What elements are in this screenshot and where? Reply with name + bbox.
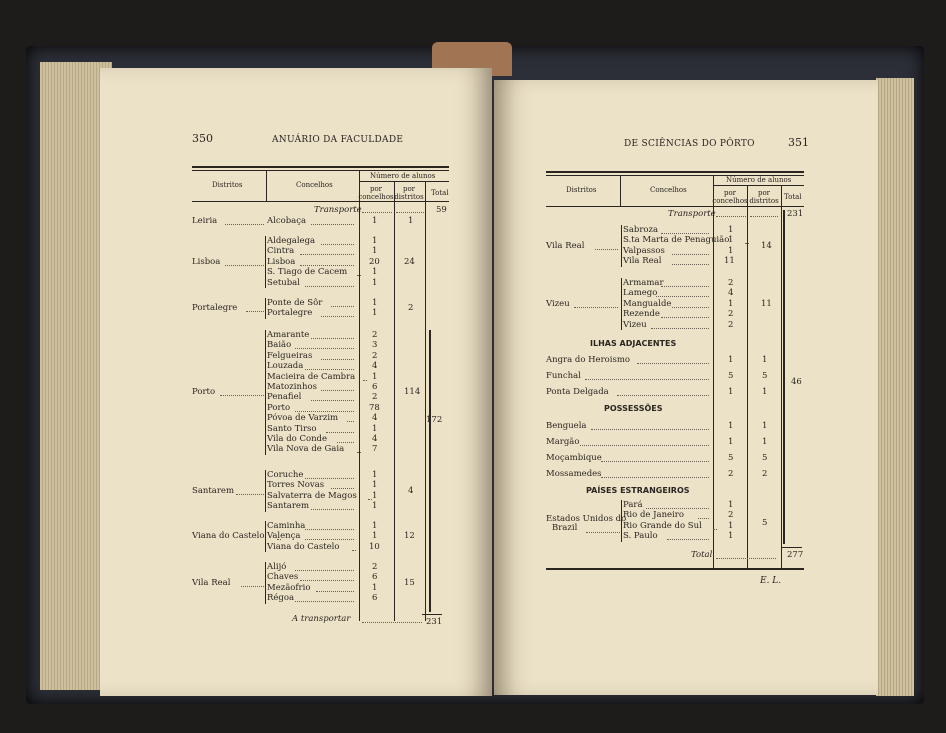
council-name: Ponte de Sôr [267, 298, 323, 308]
district-name: Porto [192, 387, 216, 398]
dot-leader [331, 306, 354, 307]
dot-leader [617, 395, 709, 396]
council-count: 10 [369, 541, 380, 552]
council-name: Coruche [267, 470, 304, 480]
col-divider [620, 176, 621, 206]
dot-leader [661, 286, 709, 287]
place-count: 1 [728, 421, 734, 431]
council-count: 2 [728, 510, 734, 521]
dot-leader [305, 369, 354, 370]
council-name: Sabroza [623, 225, 659, 235]
council-count: 4 [372, 413, 378, 424]
col-header-total: Total [784, 193, 802, 201]
students-subheader-rule [359, 181, 449, 182]
council-name: Vizeu [623, 319, 647, 330]
right-page [494, 80, 878, 695]
col-header-per-council: por concelhos [712, 189, 748, 205]
council-name: Lisboa [267, 256, 296, 267]
col-divider [425, 181, 426, 621]
council-name: S. Paulo [623, 531, 658, 542]
col-header-districts: Distritos [566, 186, 597, 194]
district-subtotal: 2 [408, 303, 414, 314]
council-count: 78 [369, 402, 380, 413]
signature: E. L. [760, 576, 782, 586]
foreign-country-line1: Estados Unidos do [546, 514, 627, 524]
dot-leader [595, 249, 618, 250]
dot-leader [326, 432, 354, 433]
council-count: 1 [372, 521, 378, 531]
dot-leader [295, 601, 354, 602]
council-name: Alcobaça [267, 216, 307, 226]
col-divider [266, 171, 267, 201]
council-count: 3 [372, 340, 378, 351]
council-count: 1 [728, 520, 734, 531]
place-name: Benguela [546, 421, 587, 431]
dot-leader [311, 509, 354, 510]
council-count: 2 [728, 278, 734, 288]
council-name: Valença [267, 531, 301, 542]
place-subtotal: 1 [762, 387, 768, 397]
council-name: Vila do Conde [267, 434, 328, 444]
place-count: 2 [728, 469, 734, 479]
council-name: Santo Tirso [267, 423, 317, 434]
brace [265, 330, 266, 455]
council-name: Armamar [623, 278, 664, 288]
dot-leader [225, 265, 264, 266]
council-count: 1 [372, 298, 378, 308]
dot-leader [316, 591, 354, 592]
carry-in-total: 231 [787, 209, 804, 219]
council-count: 1 [372, 216, 378, 226]
carry-in-label: Transporte [314, 205, 362, 215]
dot-leader [225, 224, 264, 225]
dot-leader [672, 264, 709, 265]
district-name: Portalegre [192, 303, 238, 314]
council-name: Rezende [623, 309, 660, 320]
dot-leader [656, 296, 709, 297]
council-name: Santarem [267, 501, 310, 512]
district-name: Lisboa [192, 256, 221, 267]
page-number: 350 [192, 132, 213, 145]
section-heading-adjacent: ILHAS ADJACENTES [590, 339, 677, 348]
table-header-rule [546, 206, 804, 207]
sum-rule [782, 547, 802, 548]
dot-leader [716, 558, 776, 559]
council-name: Póvoa de Varzim [267, 413, 339, 424]
place-subtotal: 1 [762, 355, 768, 365]
district-name: Santarem [192, 485, 235, 496]
council-name: Pará [623, 500, 643, 510]
dot-leader [220, 395, 264, 396]
council-count: 1 [372, 371, 378, 382]
council-count: 1 [728, 235, 734, 246]
section-heading-foreign: PAÍSES ESTRANGEIROS [586, 486, 690, 495]
council-count: 1 [372, 267, 378, 278]
dot-leader [300, 265, 354, 266]
district-subtotal: 1 [408, 216, 414, 226]
council-name: Macieira de Cambra [267, 371, 356, 382]
dot-leader [236, 494, 264, 495]
left-page [100, 68, 492, 696]
place-subtotal: 1 [762, 437, 768, 447]
dot-leader [357, 275, 361, 276]
council-name: Cintra [267, 246, 295, 257]
brace [265, 470, 266, 512]
place-name: Ponta Delgada [546, 387, 609, 397]
table-top-rule [192, 166, 449, 168]
dot-leader [585, 379, 709, 380]
table-top-rule [546, 171, 804, 173]
dot-leader [601, 461, 709, 462]
council-count: 1 [372, 490, 378, 501]
district-name: Vila Real [192, 577, 231, 588]
council-name: Penafiel [267, 392, 302, 403]
dot-leader [745, 243, 749, 244]
council-name: Rio de Janeiro [623, 510, 684, 521]
dot-leader [637, 363, 709, 364]
council-count: 11 [724, 256, 735, 267]
dot-leader [750, 216, 778, 217]
district-subtotal: 114 [404, 387, 421, 398]
col-header-per-council: por concelhos [358, 185, 394, 201]
dot-leader [363, 380, 367, 381]
place-name: Moçambique [546, 453, 602, 463]
council-count: 1 [372, 531, 378, 542]
dot-leader [321, 359, 354, 360]
council-name: Chaves [267, 572, 299, 583]
brace [265, 298, 266, 319]
council-name: Louzada [267, 361, 304, 372]
col-divider [781, 185, 782, 568]
council-count: 1 [728, 500, 734, 510]
brace [621, 225, 622, 267]
right-page-edges [876, 78, 914, 696]
dot-leader [295, 570, 354, 571]
dot-leader [574, 307, 618, 308]
block-total: 46 [791, 377, 802, 387]
place-count: 1 [728, 437, 734, 447]
dot-leader [667, 539, 709, 540]
council-count: 4 [372, 361, 378, 372]
dot-leader [321, 390, 354, 391]
district-subtotal: 15 [404, 577, 415, 588]
dot-leader [305, 478, 354, 479]
dot-leader [698, 518, 709, 519]
district-subtotal: 4 [408, 485, 414, 496]
place-count: 1 [728, 355, 734, 365]
carry-in-total: 59 [436, 205, 447, 215]
council-name: Amarante [267, 330, 310, 340]
students-subheader-rule [713, 185, 804, 186]
dot-leader [591, 429, 709, 430]
foreign-country-line2: Brazil [552, 523, 578, 533]
council-name: Mangualde [623, 298, 672, 309]
council-name: S. Tiago de Cacem [267, 267, 348, 278]
council-count: 1 [372, 246, 378, 257]
place-subtotal: 5 [762, 453, 768, 463]
council-count: 4 [728, 288, 734, 299]
dot-leader [672, 307, 709, 308]
brace [621, 278, 622, 330]
table-header-rule [192, 201, 449, 202]
dot-leader [241, 586, 264, 587]
place-name: Funchal [546, 371, 581, 381]
total-brace [429, 330, 431, 612]
place-subtotal: 2 [762, 469, 768, 479]
place-name: Margão [546, 437, 580, 447]
section-heading-possessions: POSSESSÕES [604, 404, 663, 413]
dot-leader [300, 580, 354, 581]
council-name: Porto [267, 402, 291, 413]
district-subtotal: 24 [404, 256, 415, 267]
col-header-councils: Concelhos [296, 181, 333, 189]
brace [265, 236, 266, 288]
council-count: 1 [728, 245, 734, 256]
council-count: 1 [372, 582, 378, 593]
council-count: 2 [372, 330, 378, 340]
council-count: 2 [372, 562, 378, 572]
dot-leader [396, 212, 424, 213]
col-header-districts: Distritos [212, 181, 243, 189]
place-count: 5 [728, 453, 734, 463]
dot-leader [300, 254, 354, 255]
dot-leader [661, 317, 709, 318]
running-head: DE SCIÊNCIAS DO PÔRTO [624, 139, 755, 149]
dot-leader [321, 244, 354, 245]
council-count: 1 [372, 470, 378, 480]
district-name: Viana do Castelo [192, 531, 265, 542]
council-count: 1 [372, 308, 378, 319]
council-name: Setubal [267, 277, 300, 288]
council-count: 1 [372, 423, 378, 434]
dot-leader [601, 477, 709, 478]
council-count: 20 [369, 256, 380, 267]
council-name: Portalegre [267, 308, 313, 319]
dot-leader [661, 233, 709, 234]
council-count: 6 [372, 572, 378, 583]
carry-out-total: 231 [426, 617, 443, 627]
dot-leader [713, 529, 717, 530]
council-count: 1 [728, 531, 734, 542]
running-head: ANUÁRIO DA FACULDADE [272, 135, 404, 145]
council-name: Torres Novas [267, 480, 325, 491]
council-name: Matozinhos [267, 382, 317, 392]
dot-leader [716, 216, 746, 217]
council-name: Viana do Castelo [267, 541, 340, 552]
dot-leader [580, 445, 709, 446]
grand-total: 277 [787, 550, 804, 560]
dot-leader [357, 452, 361, 453]
council-count: 1 [372, 501, 378, 512]
col-header-councils: Concelhos [650, 186, 687, 194]
col-header-students: Número de alunos [370, 172, 436, 180]
council-name: Lamego [623, 288, 658, 299]
council-count: 2 [372, 350, 378, 361]
council-count: 1 [372, 236, 378, 246]
dot-leader [362, 212, 392, 213]
dot-leader [311, 400, 354, 401]
col-divider [394, 181, 395, 621]
council-count: 4 [372, 434, 378, 444]
dot-leader [295, 411, 354, 412]
council-count: 6 [372, 382, 378, 392]
dot-leader [305, 286, 354, 287]
total-label: Total [691, 550, 713, 560]
district-name: Leiria [192, 216, 218, 226]
col-divider [359, 171, 360, 621]
council-count: 2 [372, 392, 378, 403]
dot-leader [311, 224, 354, 225]
district-name: Vizeu [546, 298, 570, 309]
council-count: 1 [372, 480, 378, 491]
col-header-per-district: por distritos [394, 185, 424, 201]
council-count: 1 [372, 277, 378, 288]
council-name: Rio Grande do Sul [623, 520, 702, 531]
council-name: Baião [267, 340, 292, 351]
dot-leader [246, 311, 264, 312]
carry-out-label: A transportar [292, 614, 351, 624]
col-header-students: Número de alunos [726, 176, 792, 184]
place-subtotal: 5 [762, 371, 768, 381]
district-subtotal: 14 [761, 240, 772, 251]
council-name: S.ta Marta de Penaguião [623, 235, 730, 246]
dot-leader [651, 328, 709, 329]
council-count: 7 [372, 444, 378, 455]
council-count: 2 [728, 309, 734, 320]
place-name: Mossamedes [546, 469, 602, 479]
dot-leader [305, 539, 354, 540]
dot-leader [321, 316, 354, 317]
dot-leader [337, 442, 354, 443]
place-count: 5 [728, 371, 734, 381]
place-count: 1 [728, 387, 734, 397]
council-name: Régoa [267, 593, 295, 604]
council-name: Aldegalega [267, 236, 316, 246]
dot-leader [295, 348, 354, 349]
council-count: 1 [728, 225, 734, 235]
table-bottom-rule [546, 568, 804, 570]
council-name: Vila Real [623, 256, 662, 267]
brace [265, 521, 266, 552]
district-subtotal: 11 [761, 298, 772, 309]
dot-leader [305, 529, 354, 530]
total-brace [783, 210, 785, 544]
district-name: Vila Real [546, 240, 585, 251]
council-name: Mezãofrio [267, 582, 311, 593]
dot-leader [586, 532, 620, 533]
council-name: Felgueiras [267, 350, 313, 361]
council-name: Vila Nova de Gaia [267, 444, 345, 455]
sum-rule [422, 614, 442, 615]
council-count: 6 [372, 593, 378, 604]
page-number: 351 [788, 136, 809, 149]
dot-leader [672, 254, 709, 255]
brace [265, 562, 266, 604]
dot-leader [311, 338, 354, 339]
district-subtotal: 12 [404, 531, 415, 542]
dot-leader [646, 508, 709, 509]
place-name: Angra do Heroismo [546, 355, 631, 365]
place-subtotal: 1 [762, 421, 768, 431]
dot-leader [331, 488, 354, 489]
dot-leader [347, 421, 354, 422]
council-name: Alijó [267, 562, 287, 572]
council-name: Salvaterra de Magos [267, 490, 357, 501]
col-header-total: Total [431, 189, 449, 197]
council-name: Valpassos [623, 245, 665, 256]
council-count: 2 [728, 319, 734, 330]
council-count: 1 [728, 298, 734, 309]
council-name: Caminha [267, 521, 306, 531]
foreign-subtotal: 5 [762, 518, 768, 528]
dot-leader [362, 622, 422, 623]
dot-leader [352, 550, 356, 551]
carry-in-label: Transporte [668, 209, 716, 219]
col-header-per-district: por distritos [749, 189, 779, 205]
block-total: 172 [426, 415, 443, 425]
